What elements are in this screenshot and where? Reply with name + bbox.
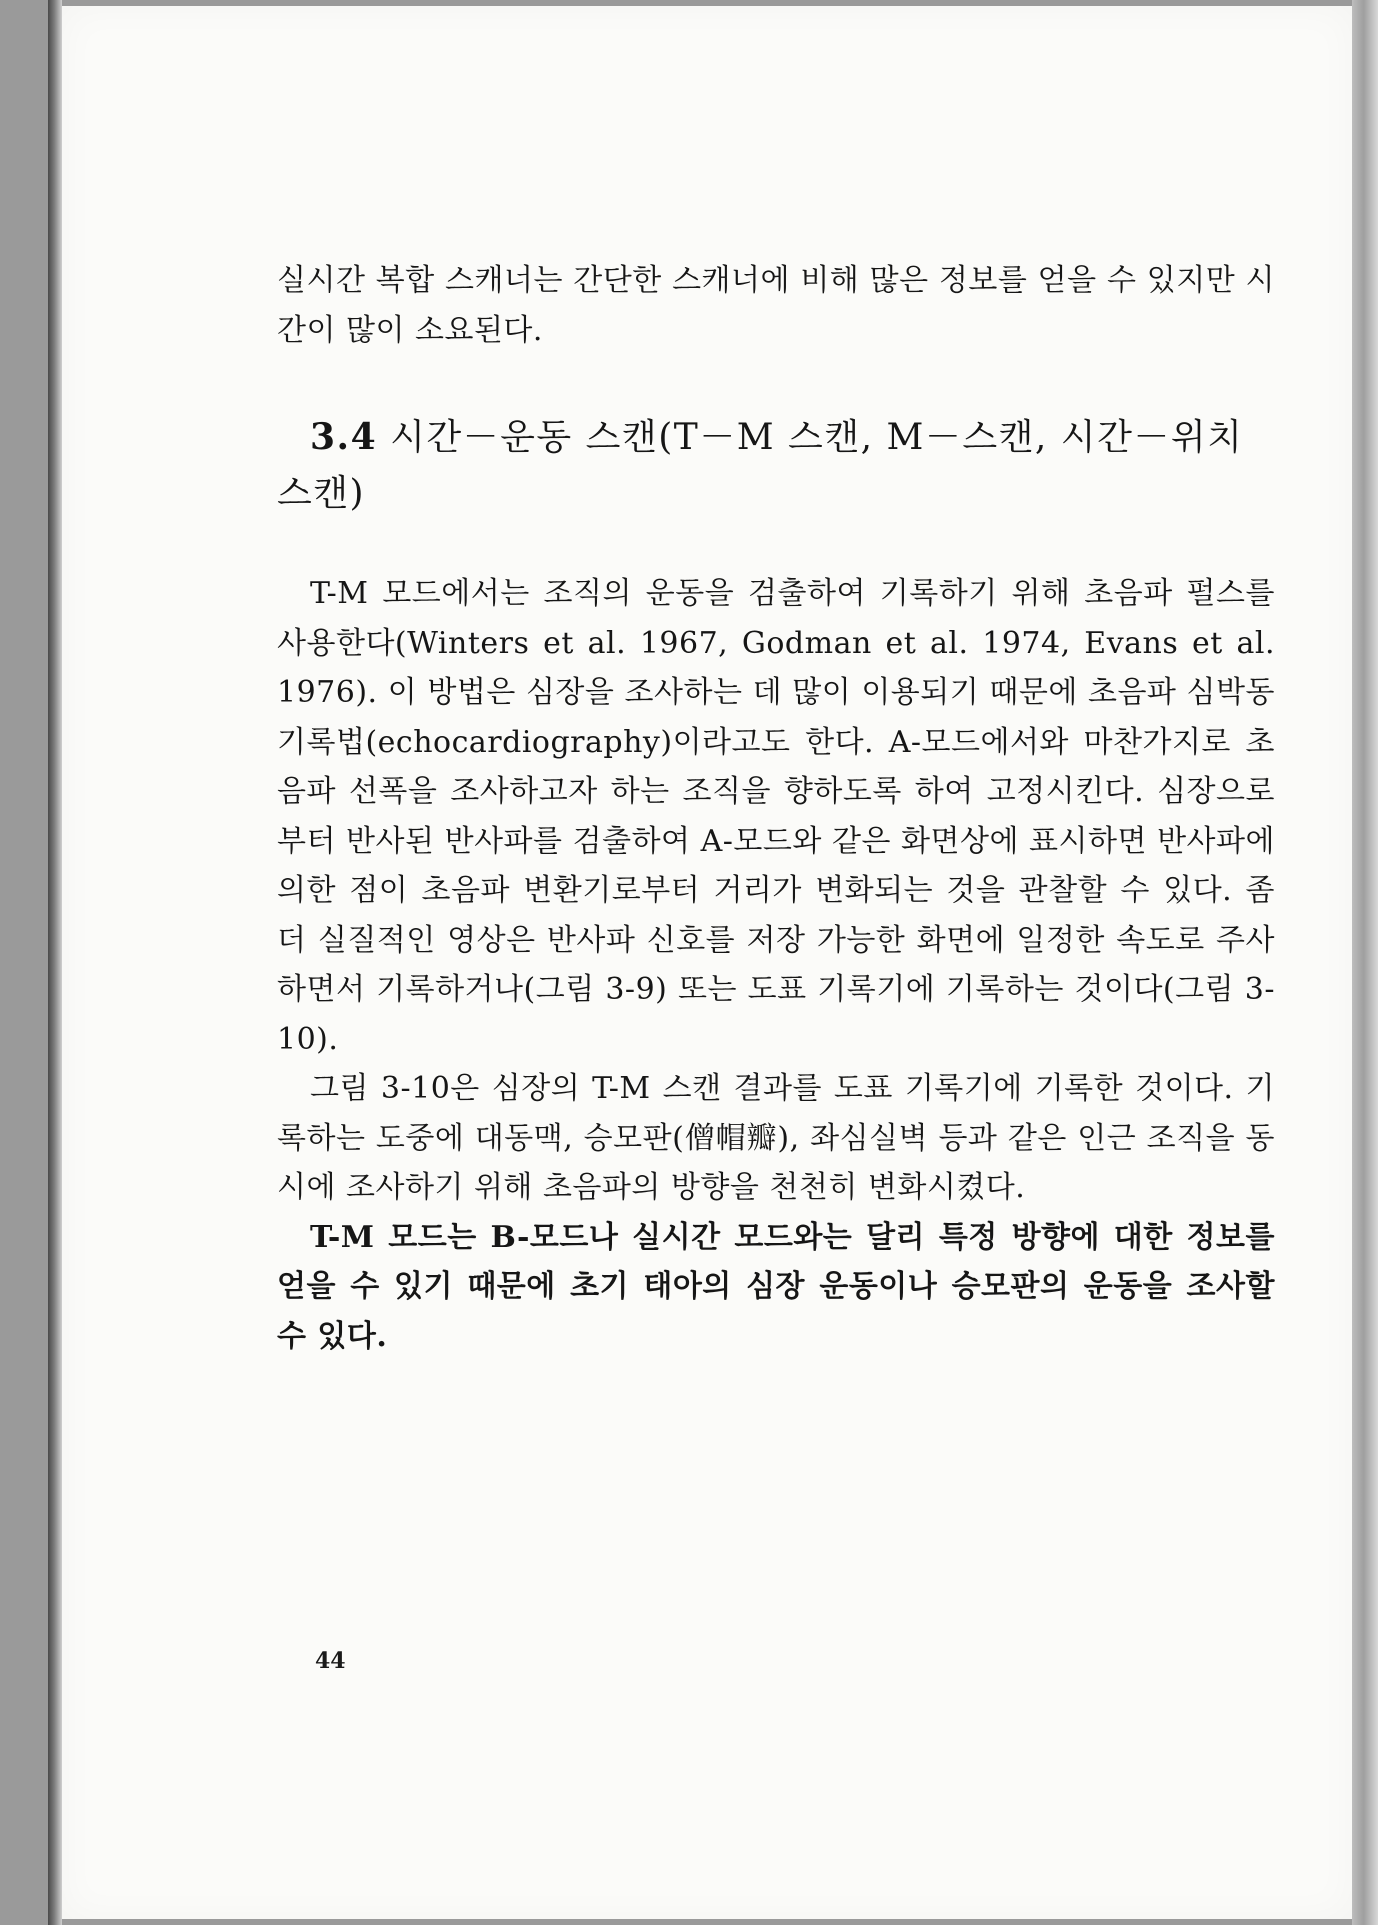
intro-paragraph: 실시간 복합 스캐너는 간단한 스캐너에 비해 많은 정보를 얻을 수 있지만 시간이 많이 소요된다. bbox=[277, 263, 1275, 348]
section-number: 3.4 bbox=[310, 416, 378, 458]
body-paragraph-2: 그림 3-10은 심장의 T-M 스캔 결과를 도표 기록기에 기록한 것이다. 기록하는 도중에 대동맥, 승모판(僧帽瓣), 좌심실벽 등과 같은 인근 조직을 동시에 조사하기 위해 초음파의 방향을 천천히 변화시켰다. bbox=[277, 1071, 1275, 1205]
section-title-line2: 스캔) bbox=[277, 473, 366, 514]
section-heading bbox=[277, 409, 1275, 522]
book-spine bbox=[48, 0, 62, 1925]
section-title-line1: 시간－운동 스캔(T－M 스캔, M－스캔, 시간－위치 bbox=[390, 417, 1244, 458]
body-paragraph-1: T-M 모드에서는 조직의 운동을 검출하여 기록하기 위해 초음파 펄스를 사용한다(Winters et al. 1967, Godman et al. 1974, Evans et al. 1976). 이 방법은 심장을 조사하는 데 많이 이용되기 때문에 초음파 심박동 기록법(echocardiography)이라고도 한다. A-모드에서와 마찬가지로 초음파 선폭을 조사하고자 하는 조직을 향하도록 하여 고정시킨다. 심장으로부터 반사된 반사파를 검출하여 A-모드와 같은 화면상에 표시하면 반사파에 의한 점이 초음파 변환기로부터 거리가 변화되는 것을 관찰할 수 있다. 좀 더 실질적인 영상은 반사파 신호를 저장 가능한 화면에 일정한 속도로 주사하면서 기록하거나(그림 3-9) 또는 도표 기록기에 기록하는 것이다(그림 3-10). bbox=[277, 576, 1275, 1057]
page-edge bbox=[1352, 0, 1378, 1925]
body-paragraph-3: T-M 모드는 B-모드나 실시간 모드와는 달리 특정 방향에 대한 정보를 얻을 수 있기 때문에 초기 태아의 심장 운동이나 승모판의 운동을 조사할 수 있다. bbox=[277, 1219, 1275, 1354]
page-content bbox=[277, 256, 1275, 1361]
page-number: 44 bbox=[315, 1648, 346, 1674]
book-page bbox=[62, 6, 1352, 1919]
